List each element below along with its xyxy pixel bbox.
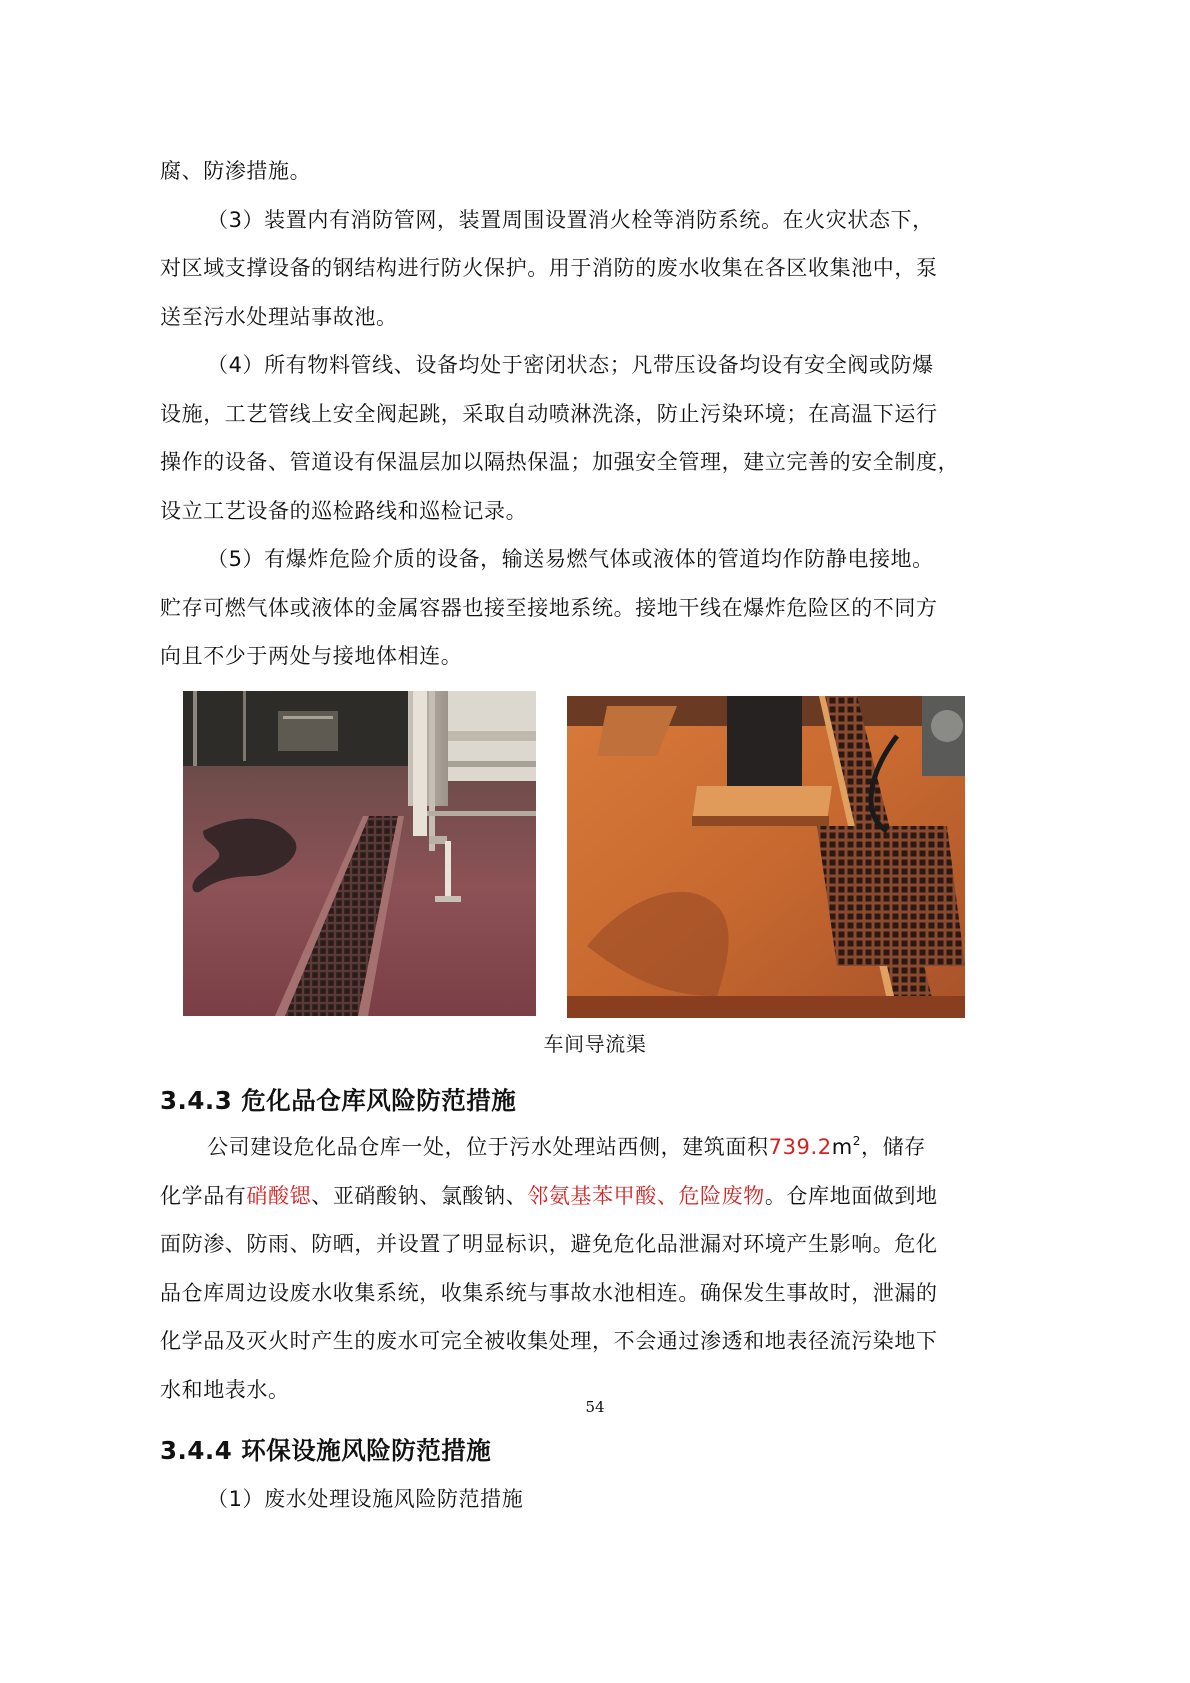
text-line: （4）所有物料管线、设备均处于密闭状态；凡带压设备均设有安全阀或防爆 [207,353,934,377]
body-paragraph-top [160,147,1060,681]
text-segment: 、亚硝酸钠、氯酸钠、 [311,1183,528,1208]
text-segment: ，储存 [861,1135,926,1159]
page-number: 54 [585,1398,605,1416]
text-line: 设施，工艺管线上安全阀起跳，采取自动喷淋洗涤，防止污染环境；在高温下运行 [160,401,938,426]
text-line: 水和地表水。 [160,1377,290,1402]
area-unit-superscript: 2 [852,1134,862,1148]
text-line [160,1123,1060,1172]
body-paragraph-3-4-4 [160,1475,1060,1524]
text-line: 向且不少于两处与接地体相连。 [160,644,463,668]
highlighted-chemical: 邻氨基苯甲酸、危险废物 [527,1183,765,1208]
warehouse-area-value: 739.2 [768,1135,832,1159]
text-line: 品仓库周边设废水收集系统，收集系统与事故水池相连。确保发生事故时，泄漏的 [160,1280,938,1305]
text-line: 操作的设备、管道设有保温层加以隔热保温；加强安全管理，建立完善的安全制度， [160,450,960,474]
area-unit: m [831,1135,853,1159]
highlighted-chemical: 硝酸锶 [246,1183,312,1208]
text-line: 面防渗、防雨、防晒，并设置了明显标识，避免危化品泄漏对环境产生影响。危化 [160,1232,938,1256]
body-paragraph-3-4-3 [160,1123,1060,1414]
text-line: （3）装置内有消防管网，装置周围设置消火栓等消防系统。在火灾状态下， [207,207,934,232]
photo-drainage-channel-left [183,691,536,1016]
text-line [160,1172,1060,1221]
text-segment: 。仓库地面做到地 [764,1183,938,1208]
figure-caption: 车间导流渠 [543,1032,647,1056]
text-line: 设立工艺设备的巡检路线和巡检记录。 [160,498,528,523]
text-line: 腐、防渗措施。 [160,159,312,183]
text-line: 贮存可燃气体或液体的金属容器也接至接地系统。接地干线在爆炸危险区的不同方 [160,595,938,620]
text-line: （5）有爆炸危险介质的设备，输送易燃气体或液体的管道均作防静电接地。 [207,547,934,571]
photo-drainage-channel-right [567,696,965,1018]
section-heading-3-4-3: 3.4.3 危化品仓库风险防范措施 [160,1086,517,1115]
text-segment: 化学品有 [160,1183,247,1208]
text-line: （1）废水处理设施风险防范措施 [207,1487,524,1511]
text-segment: 公司建设危化品仓库一处，位于污水处理站西侧，建筑面积 [207,1135,769,1159]
text-line: 化学品及灭火时产生的废水可完全被收集处理，不会通过渗透和地表径流污染地下 [160,1329,938,1353]
text-line: 对区域支撑设备的钢结构进行防火保护。用于消防的废水收集在各区收集池中，泵 [160,256,938,280]
text-line: 送至污水处理站事故池。 [160,304,398,329]
section-heading-3-4-4: 3.4.4 环保设施风险防范措施 [160,1436,492,1465]
